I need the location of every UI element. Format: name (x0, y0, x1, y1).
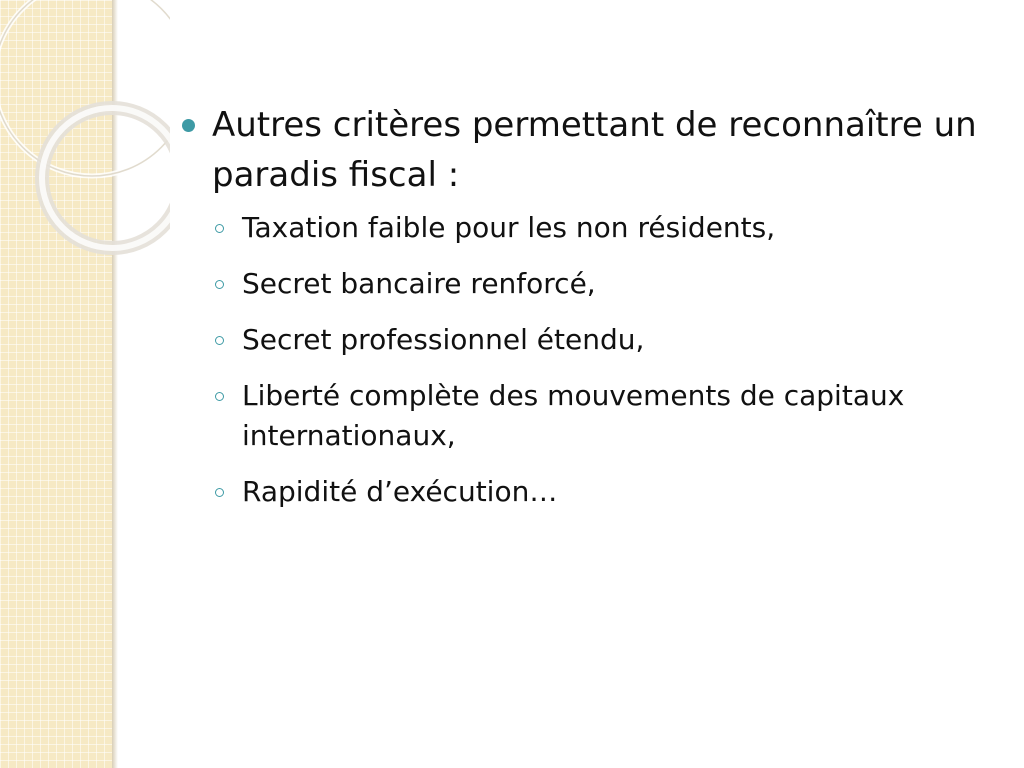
hollow-circle-bullet-icon (215, 488, 224, 497)
sub-bullet-text: Rapidité d’exécution… (242, 475, 558, 508)
hollow-circle-bullet-icon (215, 224, 224, 233)
sub-bullet (180, 264, 980, 304)
sub-bullet-text: Secret bancaire renforcé, (242, 267, 596, 300)
sub-bullet-text: Liberté complète des mouvements de capitaux internationaux, (242, 379, 905, 452)
main-bullet (180, 100, 980, 200)
hollow-circle-bullet-icon (215, 336, 224, 345)
hollow-circle-bullet-icon (215, 280, 224, 289)
filled-circle-bullet-icon (182, 119, 195, 132)
sub-bullet-text: Secret professionnel étendu, (242, 323, 645, 356)
sub-bullet-text: Taxation faible pour les non résidents, (242, 211, 776, 244)
main-bullet-text: Autres critères permettant de reconnaître un paradis fiscal : (212, 105, 977, 195)
decorative-side-band (0, 0, 112, 768)
sub-bullet (180, 472, 980, 512)
slide-content (180, 100, 980, 528)
sub-bullet (180, 320, 980, 360)
sub-bullet-list (180, 208, 980, 512)
sub-bullet (180, 376, 980, 456)
hollow-circle-bullet-icon (215, 392, 224, 401)
side-band-shadow (112, 0, 118, 768)
sub-bullet (180, 208, 980, 248)
